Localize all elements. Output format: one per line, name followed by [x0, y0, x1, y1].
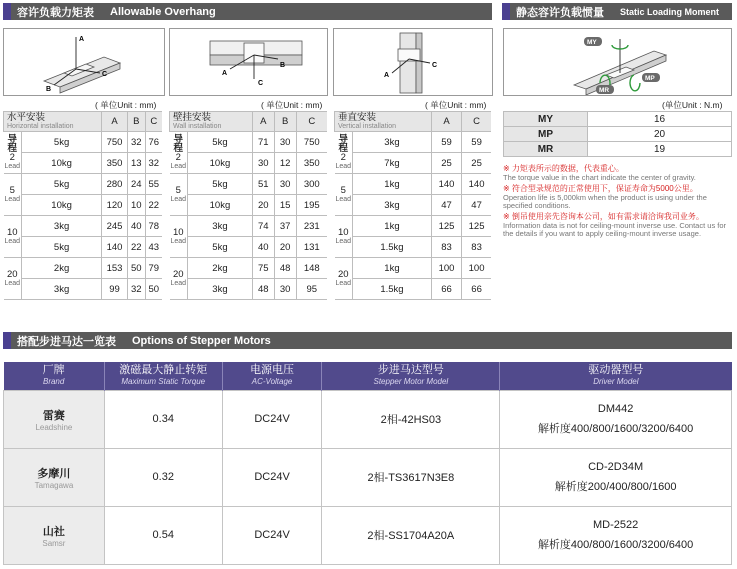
- table-row: [4, 195, 163, 216]
- overhang-section-header: [3, 3, 492, 20]
- value-cell: 280: [102, 174, 128, 195]
- motors-title-cn: 搭配步进马达一览表: [17, 335, 116, 348]
- load-cell: 5kg: [188, 132, 253, 153]
- table-row: [335, 258, 492, 279]
- table-row: [170, 174, 328, 195]
- value-cell: 140: [431, 174, 461, 195]
- load-cell: 1kg: [353, 258, 432, 279]
- value-cell: 120: [102, 195, 128, 216]
- value-cell: 30: [274, 132, 296, 153]
- load-cell: 1kg: [353, 174, 432, 195]
- table-row: [4, 216, 163, 237]
- table-row: [4, 279, 163, 300]
- horizontal-overhang-table: [3, 111, 162, 300]
- table-header-row: [4, 112, 163, 132]
- column-header: B: [274, 112, 296, 132]
- table-row: [4, 153, 163, 174]
- load-cell: 3kg: [188, 279, 253, 300]
- value-cell: 140: [462, 174, 491, 195]
- axis-c-label: C: [102, 71, 108, 78]
- value-cell: 245: [102, 216, 128, 237]
- value-cell: 140: [102, 237, 128, 258]
- table-row: [4, 174, 163, 195]
- load-cell: 10kg: [22, 153, 102, 174]
- wall-overhang-table: [169, 111, 327, 300]
- column-header: C: [296, 112, 327, 132]
- axis-b-label: B: [280, 62, 286, 69]
- load-cell: 1.5kg: [353, 279, 432, 300]
- value-cell: 13: [127, 153, 145, 174]
- value-cell: 48: [252, 279, 274, 300]
- install-title: 壁挂安装 Wall installation: [170, 112, 253, 132]
- column-header: A: [431, 112, 461, 132]
- value-cell: 231: [296, 216, 327, 237]
- motors-title-en: Options of Stepper Motors: [132, 334, 271, 347]
- install-title: 垂直安装 Vertical installation: [335, 112, 432, 132]
- unit-label: (单位Unit : N.m): [662, 100, 723, 110]
- value-cell: 37: [274, 216, 296, 237]
- header-accent: [3, 3, 11, 20]
- axis-c-label: C: [258, 80, 264, 87]
- table-header-row: [4, 362, 732, 390]
- table-row: [170, 195, 328, 216]
- table-row: [4, 390, 732, 448]
- static-section-header: [502, 3, 732, 20]
- value-cell: 51: [252, 174, 274, 195]
- value-cell: 20: [252, 195, 274, 216]
- value-cell: 95: [296, 279, 327, 300]
- table-row: [335, 153, 492, 174]
- header-brand: 厂牌 Brand: [4, 362, 105, 390]
- table-row: [335, 174, 492, 195]
- value-cell: 83: [431, 237, 461, 258]
- load-cell: 2kg: [22, 258, 102, 279]
- table-row: [335, 237, 492, 258]
- lead-cell: 5 Lead: [335, 174, 353, 216]
- torque-cell: 0.34: [104, 390, 222, 448]
- value-cell: 71: [252, 132, 274, 153]
- value-cell: 195: [296, 195, 327, 216]
- load-cell: 3kg: [353, 132, 432, 153]
- header-voltage: 电源电压 AC-Voltage: [222, 362, 322, 390]
- table-row: [170, 237, 328, 258]
- driver-cell: DM442 解析度400/800/1600/3200/6400: [500, 390, 732, 448]
- value-cell: 59: [431, 132, 461, 153]
- table-row: [170, 216, 328, 237]
- load-cell: 1kg: [353, 216, 432, 237]
- unit-label: ( 单位Unit : mm): [425, 100, 487, 110]
- brand-cell: 雷赛 Leadshine: [4, 390, 105, 448]
- horizontal-install-diagram: [3, 28, 165, 96]
- value-cell: 83: [462, 237, 491, 258]
- value-cell: 48: [274, 258, 296, 279]
- value-cell: 50: [145, 279, 162, 300]
- column-header: C: [462, 112, 491, 132]
- load-cell: 3kg: [22, 279, 102, 300]
- value-cell: 32: [127, 132, 145, 153]
- value-cell: 125: [462, 216, 491, 237]
- moment-key: MP: [504, 127, 588, 142]
- header-driver: 驱动器型号 Driver Model: [500, 362, 732, 390]
- note-en: Information data is not for ceiling-mount inverse use. Contact us for the details if you want to apply ceiling-mount inverse usage.: [503, 220, 727, 238]
- table-row: [4, 506, 732, 564]
- table-row: [4, 237, 163, 258]
- load-cell: 3kg: [188, 216, 253, 237]
- load-cell: 7kg: [353, 153, 432, 174]
- value-cell: 100: [431, 258, 461, 279]
- model-cell: 2相-SS1704A20A: [322, 506, 500, 564]
- column-header: A: [102, 112, 128, 132]
- lead-cell: 10 Lead: [4, 216, 22, 258]
- my-label: MY: [587, 39, 597, 46]
- table-row: [170, 132, 328, 153]
- value-cell: 74: [252, 216, 274, 237]
- value-cell: 300: [296, 174, 327, 195]
- lead-cell: 5 Lead: [4, 174, 22, 216]
- moment-value: 20: [588, 127, 732, 142]
- axis-a-label: A: [222, 70, 228, 77]
- voltage-cell: DC24V: [222, 448, 322, 506]
- value-cell: 32: [145, 153, 162, 174]
- notes-block: [503, 164, 733, 240]
- value-cell: 40: [127, 216, 145, 237]
- table-row: [4, 132, 163, 153]
- voltage-cell: DC24V: [222, 506, 322, 564]
- static-moment-diagram: [503, 28, 732, 96]
- value-cell: 750: [102, 132, 128, 153]
- value-cell: 10: [127, 195, 145, 216]
- lead-cell: 20 Lead: [335, 258, 353, 300]
- load-cell: 10kg: [188, 195, 253, 216]
- value-cell: 15: [274, 195, 296, 216]
- load-cell: 5kg: [188, 237, 253, 258]
- moment-value: 19: [588, 142, 732, 157]
- table-row: [504, 142, 732, 157]
- lead-cell: 10 Lead: [170, 216, 188, 258]
- load-cell: 10kg: [188, 153, 253, 174]
- motors-section-header: [3, 332, 732, 349]
- brand-cell: 山社 Samsr: [4, 506, 105, 564]
- axis-a-label: A: [79, 36, 85, 43]
- table-row: [170, 153, 328, 174]
- column-header: C: [145, 112, 162, 132]
- lead-cell: 导 程 2 Lead: [335, 132, 353, 174]
- lead-cell: 导 程 2 Lead: [170, 132, 188, 174]
- load-cell: 10kg: [22, 195, 102, 216]
- value-cell: 30: [252, 153, 274, 174]
- model-cell: 2相-TS3617N3E8: [322, 448, 500, 506]
- value-cell: 125: [431, 216, 461, 237]
- value-cell: 153: [102, 258, 128, 279]
- static-title-en: Static Loading Moment: [620, 6, 719, 17]
- table-row: [504, 127, 732, 142]
- mr-label: MR: [599, 87, 610, 94]
- table-row: [504, 112, 732, 127]
- value-cell: 40: [252, 237, 274, 258]
- overhang-title-en: Allowable Overhang: [110, 5, 216, 18]
- lead-cell: 20 Lead: [4, 258, 22, 300]
- static-title-cn: 静态容许负载惯量: [516, 6, 604, 19]
- load-cell: 3kg: [353, 195, 432, 216]
- install-title: 水平安装 Horizontal installation: [4, 112, 102, 132]
- value-cell: 100: [462, 258, 491, 279]
- value-cell: 350: [296, 153, 327, 174]
- note-cn: ※ 倒吊使用亲先咨询本公司，如有需求请洽询我司业务。: [503, 211, 704, 221]
- table-row: [335, 195, 492, 216]
- vertical-install-diagram: [333, 28, 493, 96]
- load-cell: 5kg: [22, 174, 102, 195]
- value-cell: 22: [127, 237, 145, 258]
- value-cell: 750: [296, 132, 327, 153]
- load-cell: 3kg: [22, 216, 102, 237]
- note-en: The torque value in the chart indicate the center of gravity.: [503, 173, 696, 182]
- moment-value: 16: [588, 112, 732, 127]
- driver-cell: CD-2D34M 解析度200/400/800/1600: [500, 448, 732, 506]
- value-cell: 59: [462, 132, 491, 153]
- column-header: A: [252, 112, 274, 132]
- load-cell: 5kg: [188, 174, 253, 195]
- value-cell: 22: [145, 195, 162, 216]
- value-cell: 76: [145, 132, 162, 153]
- value-cell: 20: [274, 237, 296, 258]
- model-cell: 2相-42HS03: [322, 390, 500, 448]
- load-cell: 1.5kg: [353, 237, 432, 258]
- lead-cell: 导 程 2 Lead: [4, 132, 22, 174]
- value-cell: 75: [252, 258, 274, 279]
- load-cell: 5kg: [22, 132, 102, 153]
- value-cell: 148: [296, 258, 327, 279]
- value-cell: 47: [462, 195, 491, 216]
- table-row: [170, 258, 328, 279]
- value-cell: 55: [145, 174, 162, 195]
- note-en: Operation life is 5,000km when the product is using under the specified conditions.: [503, 192, 707, 210]
- voltage-cell: DC24V: [222, 390, 322, 448]
- lead-cell: 10 Lead: [335, 216, 353, 258]
- wall-install-diagram: [169, 28, 328, 96]
- table-row: [335, 132, 492, 153]
- torque-cell: 0.32: [104, 448, 222, 506]
- value-cell: 350: [102, 153, 128, 174]
- header-model: 步进马达型号 Stepper Motor Model: [322, 362, 500, 390]
- header-accent: [3, 332, 11, 349]
- column-header: B: [127, 112, 145, 132]
- lead-cell: 20 Lead: [170, 258, 188, 300]
- axis-c-label: C: [432, 62, 438, 69]
- load-cell: 5kg: [22, 237, 102, 258]
- value-cell: 50: [127, 258, 145, 279]
- value-cell: 78: [145, 216, 162, 237]
- value-cell: 12: [274, 153, 296, 174]
- driver-cell: MD-2522 解析度400/800/1600/3200/6400: [500, 506, 732, 564]
- table-row: [335, 279, 492, 300]
- table-header-row: [170, 112, 328, 132]
- value-cell: 32: [127, 279, 145, 300]
- mp-label: MP: [645, 75, 655, 82]
- value-cell: 24: [127, 174, 145, 195]
- table-row: [335, 216, 492, 237]
- unit-label: ( 单位Unit : mm): [261, 100, 323, 110]
- note-cn: ※ 符合型录规范的正常使用下，保证寿命为5000公里。: [503, 183, 698, 193]
- value-cell: 30: [274, 279, 296, 300]
- note-cn: ※ 力矩表所示的数据，代表重心。: [503, 164, 624, 173]
- moment-key: MY: [504, 112, 588, 127]
- value-cell: 66: [462, 279, 491, 300]
- unit-label: ( 单位Unit : mm): [95, 100, 157, 110]
- load-cell: 2kg: [188, 258, 253, 279]
- table-header-row: [335, 112, 492, 132]
- table-row: [4, 258, 163, 279]
- lead-cell: 5 Lead: [170, 174, 188, 216]
- value-cell: 99: [102, 279, 128, 300]
- stepper-motors-table: [3, 362, 732, 565]
- value-cell: 79: [145, 258, 162, 279]
- header-torque: 激磁最大静止转矩 Maximum Static Torque: [104, 362, 222, 390]
- value-cell: 66: [431, 279, 461, 300]
- vertical-overhang-table: [334, 111, 491, 300]
- value-cell: 25: [462, 153, 491, 174]
- static-loading-table: [503, 111, 732, 157]
- value-cell: 43: [145, 237, 162, 258]
- header-accent: [502, 3, 510, 20]
- torque-cell: 0.54: [104, 506, 222, 564]
- value-cell: 131: [296, 237, 327, 258]
- value-cell: 25: [431, 153, 461, 174]
- table-row: [4, 448, 732, 506]
- axis-b-label: B: [46, 86, 52, 93]
- brand-cell: 多摩川 Tamagawa: [4, 448, 105, 506]
- moment-key: MR: [504, 142, 588, 157]
- value-cell: 30: [274, 174, 296, 195]
- overhang-title-cn: 容许负载力矩表: [17, 6, 94, 19]
- value-cell: 47: [431, 195, 461, 216]
- axis-a-label: A: [384, 72, 390, 79]
- table-row: [170, 279, 328, 300]
